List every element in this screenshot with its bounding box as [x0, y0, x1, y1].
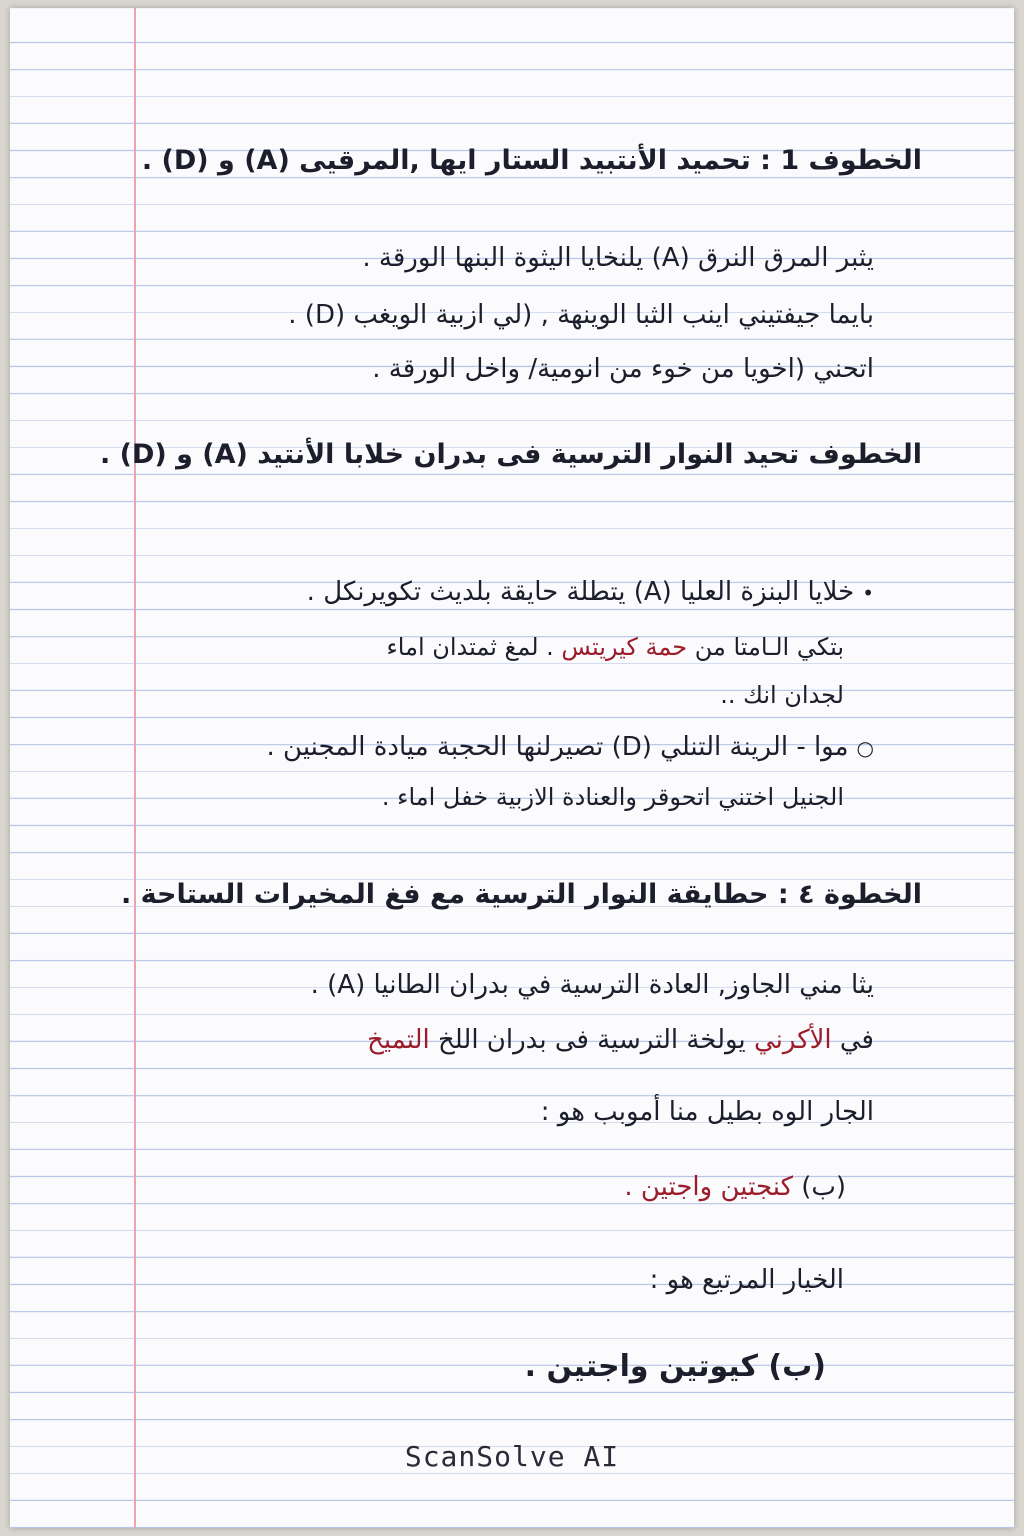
question-line: الجار الوه بطيل منا أموبب هو : — [540, 1097, 874, 1127]
step-3-line-1: يثا مني الجاوز, العادة الترسية في بدران الطانيا (A) . — [310, 970, 874, 1000]
bullet-icon: • — [862, 581, 874, 605]
notebook-page — [10, 8, 1014, 1528]
choice-text: كنجتين واجتين . — [624, 1172, 793, 1202]
step-1-heading: الخطوف 1 : تحميد الأنتبيد الستار ايها ,المرقيى (A) و (D) . — [141, 145, 922, 176]
final-answer-label: الخيار المرتيع هو : — [649, 1265, 844, 1295]
step-3-heading: الخطوة ٤ : حطايقة النوار الترسية مع فغ المخيرات الستاحة . — [120, 879, 922, 910]
step-2-heading: الخطوف تحيد النوار الترسية فى بدران خلابا الأنتيد (A) و (D) . — [99, 439, 922, 470]
answer-choice — [624, 1170, 846, 1204]
footer-watermark: ScanSolve AI — [404, 1440, 620, 1473]
text-segment: بتكي الـامتا من — [694, 633, 844, 661]
highlight-red: حمة كيريتس — [561, 633, 688, 661]
step-1-line-2: بايما جيفتيني اينب الثبا الوينهة , (لي ازبية الويغب (D) . — [288, 300, 874, 330]
bullet-item-2-text: موا - الرينة التنلي (D) تصيرلنها الحجبة ميادة المجنين . — [266, 732, 849, 762]
final-answer: (ب) كيوتين واجتين . — [524, 1349, 826, 1384]
bullet-item-1 — [307, 575, 874, 610]
bullet-item-2-line-2: الجنيل اختني اتحوقر والعنادة الازبية خفل اماء . — [381, 783, 844, 811]
step-1-line-1: يثبر المرق النرق (A) يلنخايا اليثوة البنها الورقة . — [362, 243, 874, 273]
text-segment: يولخة الترسية فى بدران اللخ — [438, 1025, 746, 1055]
highlight-red: التميخ — [367, 1025, 430, 1055]
circle-bullet-icon: ○ — [856, 736, 874, 760]
step-3-line-2 — [367, 1023, 874, 1057]
text-segment: في — [839, 1025, 874, 1055]
bullet-item-1-text: خلايا البنزة العليا (A) يتطلة حايقة بلديث تكويرنكل . — [306, 577, 855, 607]
highlight-red: الأكرني — [753, 1025, 832, 1055]
bullet-item-1-line-3: لجدان انك .. — [720, 681, 844, 709]
step-1-line-3: اتحني (اخويا من خوء من انومية/ واخل الورقة . — [372, 354, 874, 384]
margin-line — [134, 8, 136, 1528]
bullet-item-1-line-2 — [386, 630, 844, 664]
choice-label: (ب) — [801, 1172, 846, 1202]
text-segment: . لمغ ثمتدان اماء — [386, 633, 554, 661]
bullet-item-2 — [267, 730, 875, 765]
